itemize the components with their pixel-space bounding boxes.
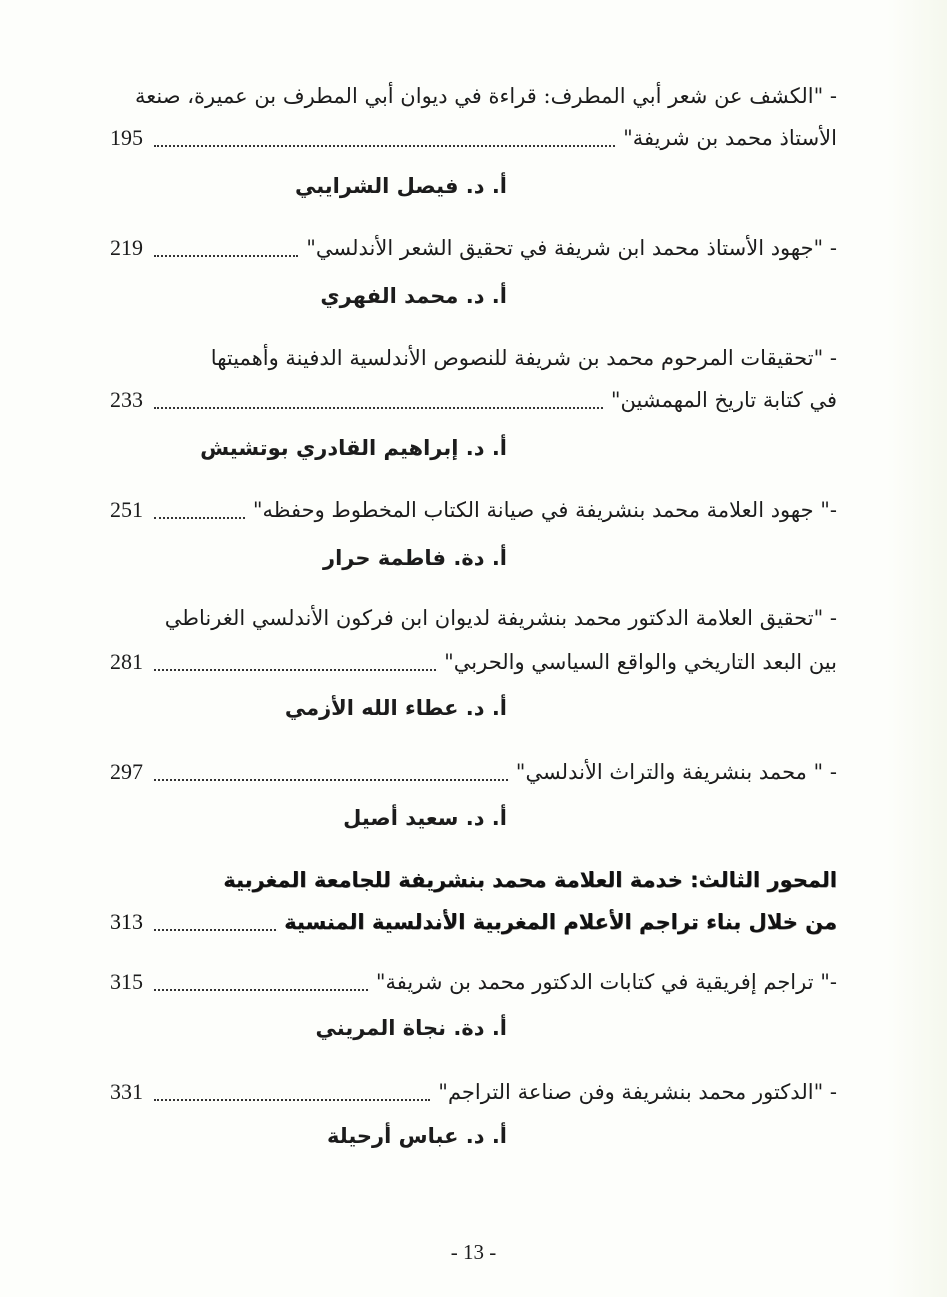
toc-entry-6[interactable] [110,752,837,792]
dot-leader [154,516,245,519]
toc-entry-3-line1 [110,338,837,378]
toc-page-number: 233 [110,387,143,412]
toc-entry-title: - "تحقيق العلامة الدكتور محمد بنشريفة لديوان ابن فركون الأندلسي الغرناطي [164,606,837,630]
dot-leader [154,144,615,147]
toc-page-number: 313 [110,909,143,934]
toc-entry-1-line1 [110,76,837,116]
toc-entry-title: - "جهود الأستاذ محمد ابن شريفة في تحقيق الشعر الأندلسي" [306,236,837,260]
section-heading-title: المحور الثالث: خدمة العلامة محمد بنشريفة للجامعة المغربية [223,868,837,892]
toc-section-entry-2[interactable] [110,1072,837,1112]
toc-page-number: 219 [110,235,143,260]
section-heading-title: من خلال بناء تراجم الأعلام المغربية الأندلسية المنسية [284,910,837,934]
toc-entry-title: الأستاذ محمد بن شريفة" [623,126,837,150]
section-heading-line1 [110,860,837,900]
toc-entry-1-line2[interactable] [110,118,837,158]
toc-page-number: 195 [110,125,143,150]
toc-page-number: 331 [110,1079,143,1104]
dot-leader [154,1098,430,1101]
dot-leader [154,668,436,671]
toc-entry-title: -" تراجم إفريقية في كتابات الدكتور محمد بن شريفة" [375,970,837,994]
toc-page-number: 315 [110,969,143,994]
footer-page-number: - 13 - [450,1240,497,1264]
toc-page-number: 297 [110,759,143,784]
dot-leader [154,928,276,931]
toc-entry-2[interactable] [110,228,837,268]
dot-leader [154,254,298,257]
section-heading-line2[interactable] [110,902,837,942]
toc-entry-author: أ. د. عطاء الله الأزمي [284,696,507,720]
toc-entry-author: أ. د. إبراهيم القادري بوتشيش [200,436,507,460]
toc-entry-title: - "الكشف عن شعر أبي المطرف: قراءة في ديوان أبي المطرف بن عميرة، صنعة [135,84,837,108]
toc-entry-title: بين البعد التاريخي والواقع السياسي والحربي" [444,650,837,674]
toc-entry-title: - "الدكتور محمد بنشريفة وفن صناعة التراجم" [438,1080,837,1104]
toc-entry-author: أ. د. محمد الفهري [320,284,507,308]
toc-entry-5-line2[interactable] [110,642,837,682]
dot-leader [154,406,603,409]
toc-entry-4[interactable] [110,490,837,530]
toc-entry-title: -" جهود العلامة محمد بنشريفة في صيانة الكتاب المخطوط وحفظه" [252,498,837,522]
toc-entry-title: في كتابة تاريخ المهمشين" [610,388,837,412]
toc-entry-author: أ. دة. نجاة المريني [315,1016,507,1040]
toc-entry-title: - "تحقيقات المرحوم محمد بن شريفة للنصوص الأندلسية الدفينة وأهميتها [210,346,837,370]
toc-entry-5-line1 [110,598,837,638]
toc-entry-author: أ. د. عباس أرحيلة [327,1124,507,1148]
toc-entry-title: - " محمد بنشريفة والتراث الأندلسي" [515,760,837,784]
toc-entry-author: أ. د. سعيد أصيل [343,806,507,830]
toc-page-number: 251 [110,497,143,522]
toc-section-entry-1[interactable] [110,962,837,1002]
dot-leader [154,988,368,991]
toc-entry-author: أ. د. فيصل الشرايبي [294,174,507,198]
dot-leader [154,778,508,781]
toc-entry-author: أ. دة. فاطمة حرار [323,546,507,570]
page-edge-shade [887,0,947,1297]
toc-entry-3-line2[interactable] [110,380,837,420]
toc-page-number: 281 [110,649,143,674]
